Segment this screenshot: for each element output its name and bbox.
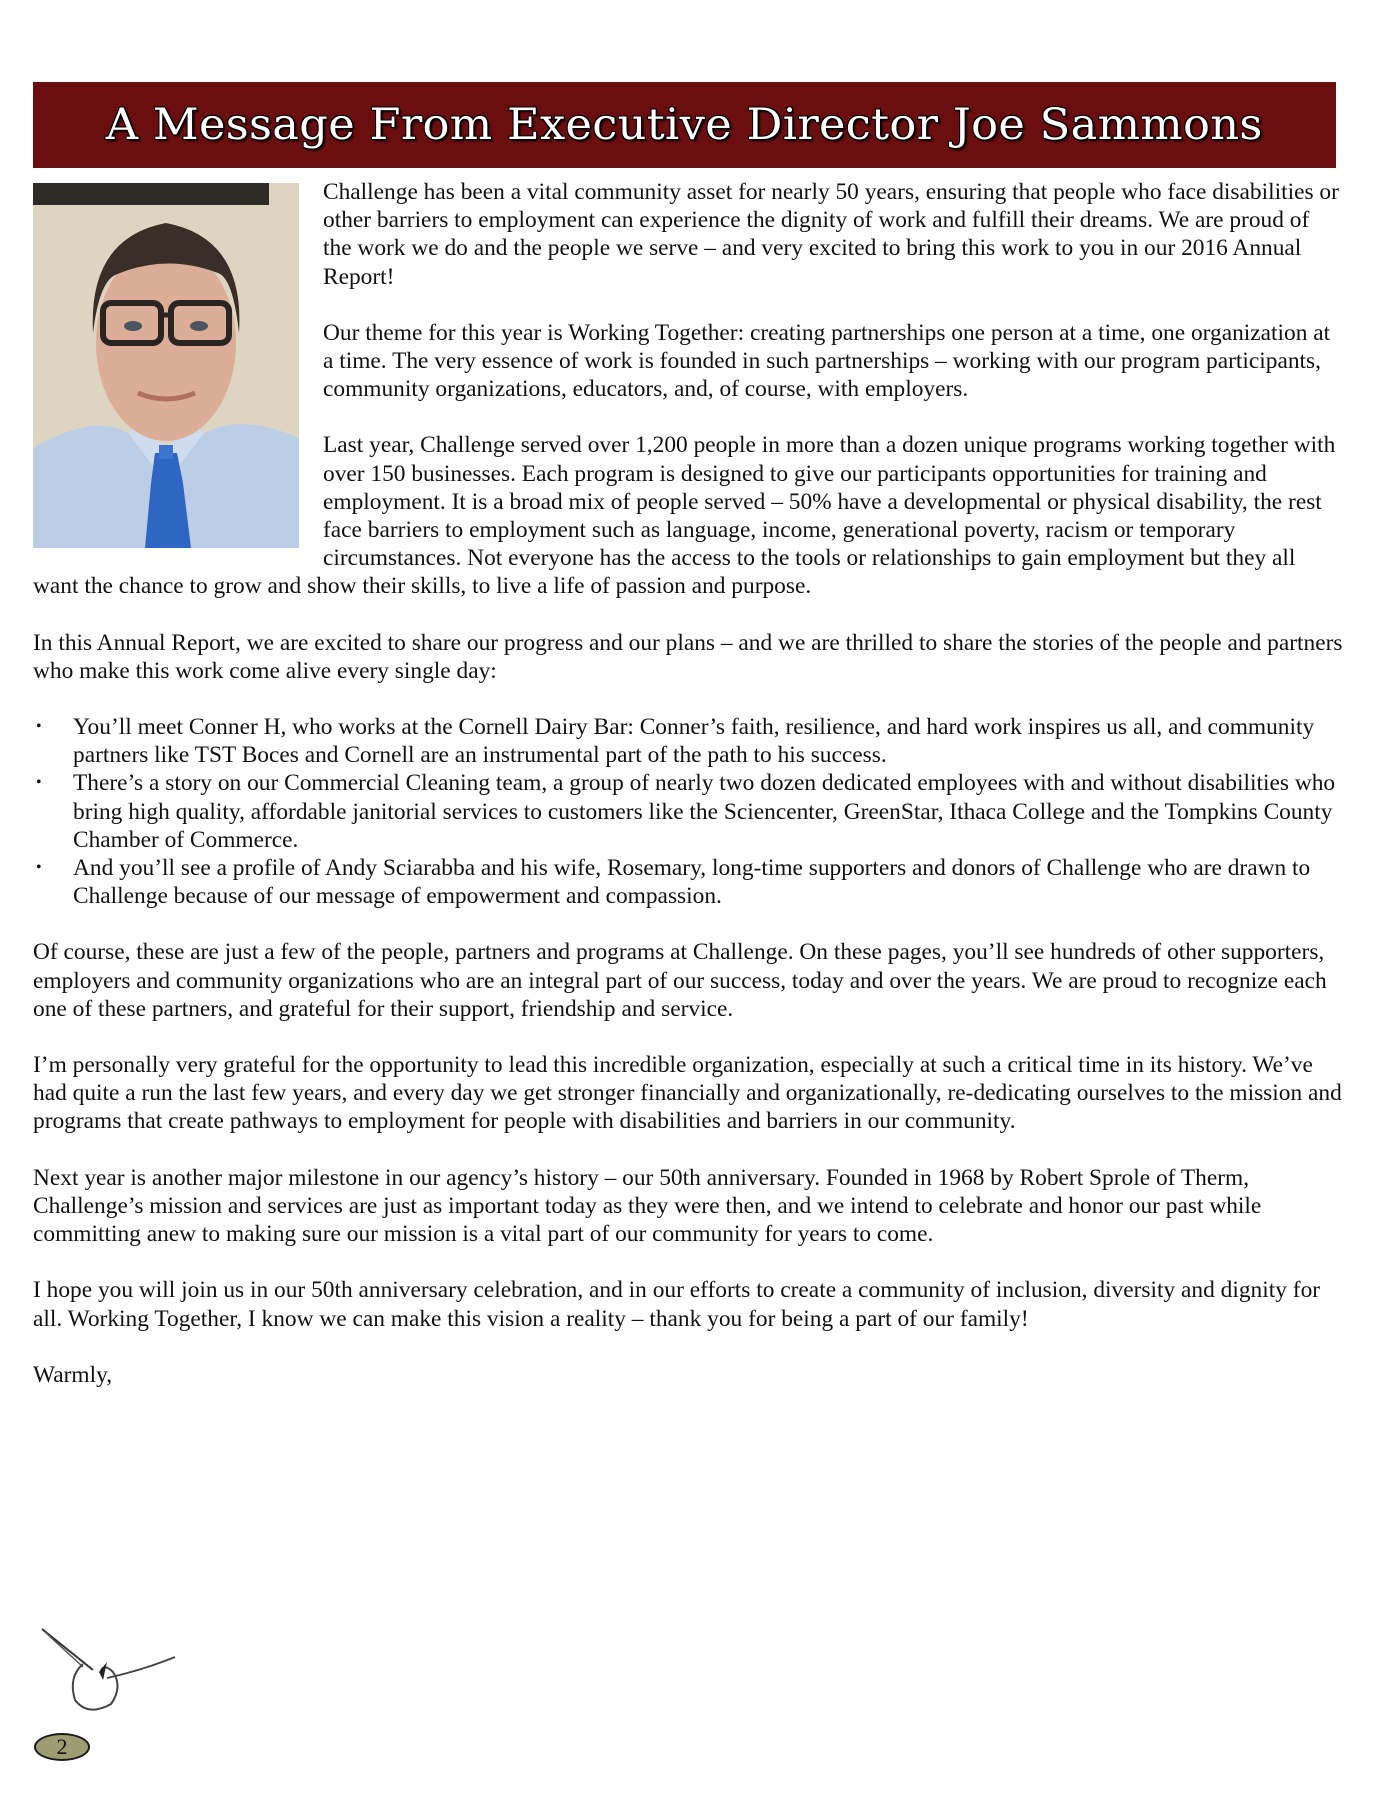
stories-list [33,713,1343,910]
portrait-illustration [33,183,299,548]
page-number-badge [34,1733,90,1761]
bullet-icon: • [36,718,42,736]
list-item-text: You’ll meet Conner H, who works at the Cornell Dairy Bar: Conner’s faith, resilience, and hard work inspires us all, and community partners like TST Boces and Cornell are an instrumental part of the path to his success. [73,714,1315,769]
director-photo [33,183,299,548]
list-item-text: And you’ll see a profile of Andy Sciarabba and his wife, Rosemary, long-time supporters and donors of Challenge who are drawn to Challenge because of our message of empowerment and compassion. [73,855,1311,910]
annual-report-paragraph: In this Annual Report, we are excited to share our progress and our plans – and we are thrilled to share the stories of the people and partners who make this work come alive every single day: [33,629,1343,684]
title-banner [33,82,1336,168]
list-item [33,769,1343,854]
bullet-icon: • [36,859,42,877]
page-number: 2 [56,1734,68,1759]
letter-body [33,178,1343,1389]
impact-paragraph: Last year, Challenge served over 1,200 people in more than a dozen unique programs working together with over 150 businesses. Each program is designed to give our participants opportunities for training and employment. It is a broad mix of people served – 50% have a developmental or physical disability, the rest face barriers to employment such as language, income, generational poverty, racism or temporary circumstances. Not everyone has the access to the tools or relationships to gain employment but they all want the chance to grow and show their skills, to live a life of passion and purpose. [33,432,1336,600]
list-item [33,854,1343,910]
signoff: Warmly, [33,1361,113,1388]
signature-icon [33,1622,193,1722]
theme-paragraph: Our theme for this year is Working Together: creating partnerships one person at a time, one organization at a time. The very essence of work is founded in such partnerships – working with our program participants, community organizations, educators, and, of course, with employers. [323,319,1331,403]
list-item [33,713,1343,769]
gratitude-paragraph: I’m personally very grateful for the opportunity to lead this incredible organization, especially at such a critical time in its history. We’ve had quite a run the last few years, and every day we get stronger financially and organizationally, re-dedicating ourselves to the mission and programs that create pathways to employment for people with disabilities and barriers in our community. [33,1052,1342,1135]
bullet-icon: • [36,774,42,792]
anniversary-paragraph: Next year is another major milestone in our agency’s history – our 50th anniversary. Founded in 1968 by Robert Sprole of Therm, Challenge’s mission and services are just as important today as they were then, and we intend to celebrate and honor our past while committing anew to making sure our mission is a vital part of our community for years to come. [33,1164,1262,1248]
invitation-paragraph: I hope you will join us in our 50th anniversary celebration, and in our efforts to create a community of inclusion, diversity and dignity for all. Working Together, I know we can make this vision a reality – thank you for being a part of our family! [33,1277,1321,1332]
partners-paragraph: Of course, these are just a few of the people, partners and programs at Challenge. On these pages, you’ll see hundreds of other supporters, employers and community organizations who are an integral part of our success, today and over the years. We are proud to recognize each one of these partners, and grateful for their support, friendship and service. [33,939,1327,1022]
page-title: A Message From Executive Director Joe Sammons [106,100,1263,150]
list-item-text: There’s a story on our Commercial Cleaning team, a group of nearly two dozen dedicated employees with and without disabilities who bring high quality, affordable janitorial services to customers like the Sciencenter, GreenStar, Ithaca College and the Tompkins County Chamber of Commerce. [73,770,1336,853]
intro-paragraph: Challenge has been a vital community asset for nearly 50 years, ensuring that people who face disabilities or other barriers to employment can experience the dignity of work and fulfill their dreams. We are proud of the work we do and the people we serve – and very excited to bring this work to you in our 2016 Annual Report! [323,179,1339,290]
